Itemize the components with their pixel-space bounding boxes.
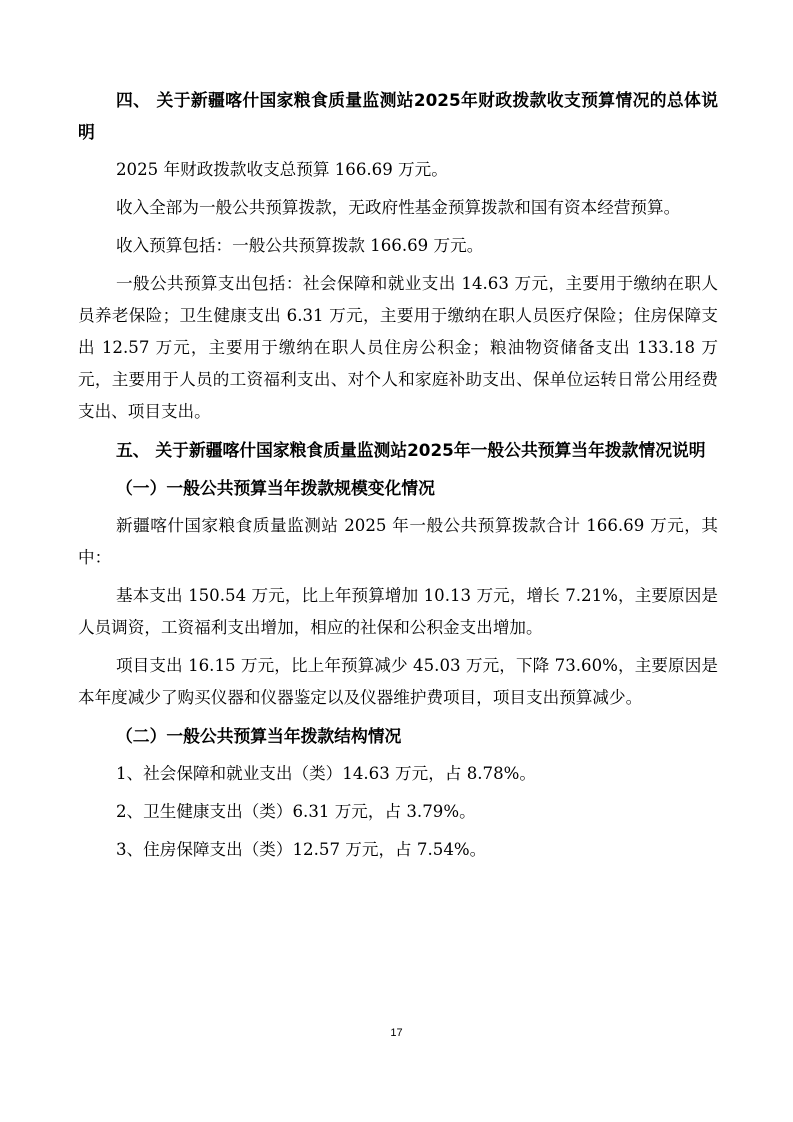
section-4-paragraph-1: 2025 年财政拨款收支总预算 166.69 万元。 (116, 160, 448, 179)
section-4-paragraph-3: 收入预算包括：一般公共预算拨款 166.69 万元。 (116, 236, 484, 255)
subsection-1-paragraph-3: 项目支出 16.15 万元，比上年预算减少 45.03 万元，下降 73.60%，主要原因是本年度减少了购买仪器和仪器鉴定以及仪器维护费项目，项目支出预算减少。 (78, 656, 718, 707)
structure-item-3: 3、住房保障支出（类）12.57 万元，占 7.54%。 (116, 840, 487, 859)
page-content (78, 84, 718, 866)
section-4-heading: 四、 关于新疆喀什国家粮食质量监测站2025年财政拨款收支预算情况的总体说明 (78, 90, 718, 142)
page-number: 17 (390, 1027, 403, 1039)
section-4-paragraph-4: 一般公共预算支出包括：社会保障和就业支出 14.63 万元，主要用于缴纳在职人员养老保险；卫生健康支出 6.31 万元，主要用于缴纳在职人员医疗保险；住房保障支出 12.57 万元，主要用于缴纳在职人员住房公积金；粮油物资储备支出 133.18 万元，主要用于人员的工资福利支出、对个人和家庭补助支出、保单位运转日常公用经费支出、项目支出。 (78, 274, 718, 421)
structure-item-1: 1、社会保障和就业支出（类）14.63 万元，占 8.78%。 (116, 764, 537, 783)
subsection-1-paragraph-2: 基本支出 150.54 万元，比上年预算增加 10.13 万元，增长 7.21%，主要原因是人员调资，工资福利支出增加，相应的社保和公积金支出增加。 (78, 586, 718, 637)
subsection-1-heading: （一）一般公共预算当年拨款规模变化情况 (116, 478, 435, 498)
subsection-1-paragraph-1: 新疆喀什国家粮食质量监测站 2025 年一般公共预算拨款合计 166.69 万元，其中： (78, 516, 718, 567)
section-4-paragraph-2: 收入全部为一般公共预算拨款，无政府性基金预算拨款和国有资本经营预算。 (116, 198, 681, 217)
subsection-2-heading: （二）一般公共预算当年拨款结构情况 (116, 726, 402, 746)
section-5-heading: 五、 关于新疆喀什国家粮食质量监测站2025年一般公共预算当年拨款情况说明 (116, 440, 706, 460)
structure-item-2: 2、卫生健康支出（类）6.31 万元，占 3.79%。 (116, 802, 476, 821)
